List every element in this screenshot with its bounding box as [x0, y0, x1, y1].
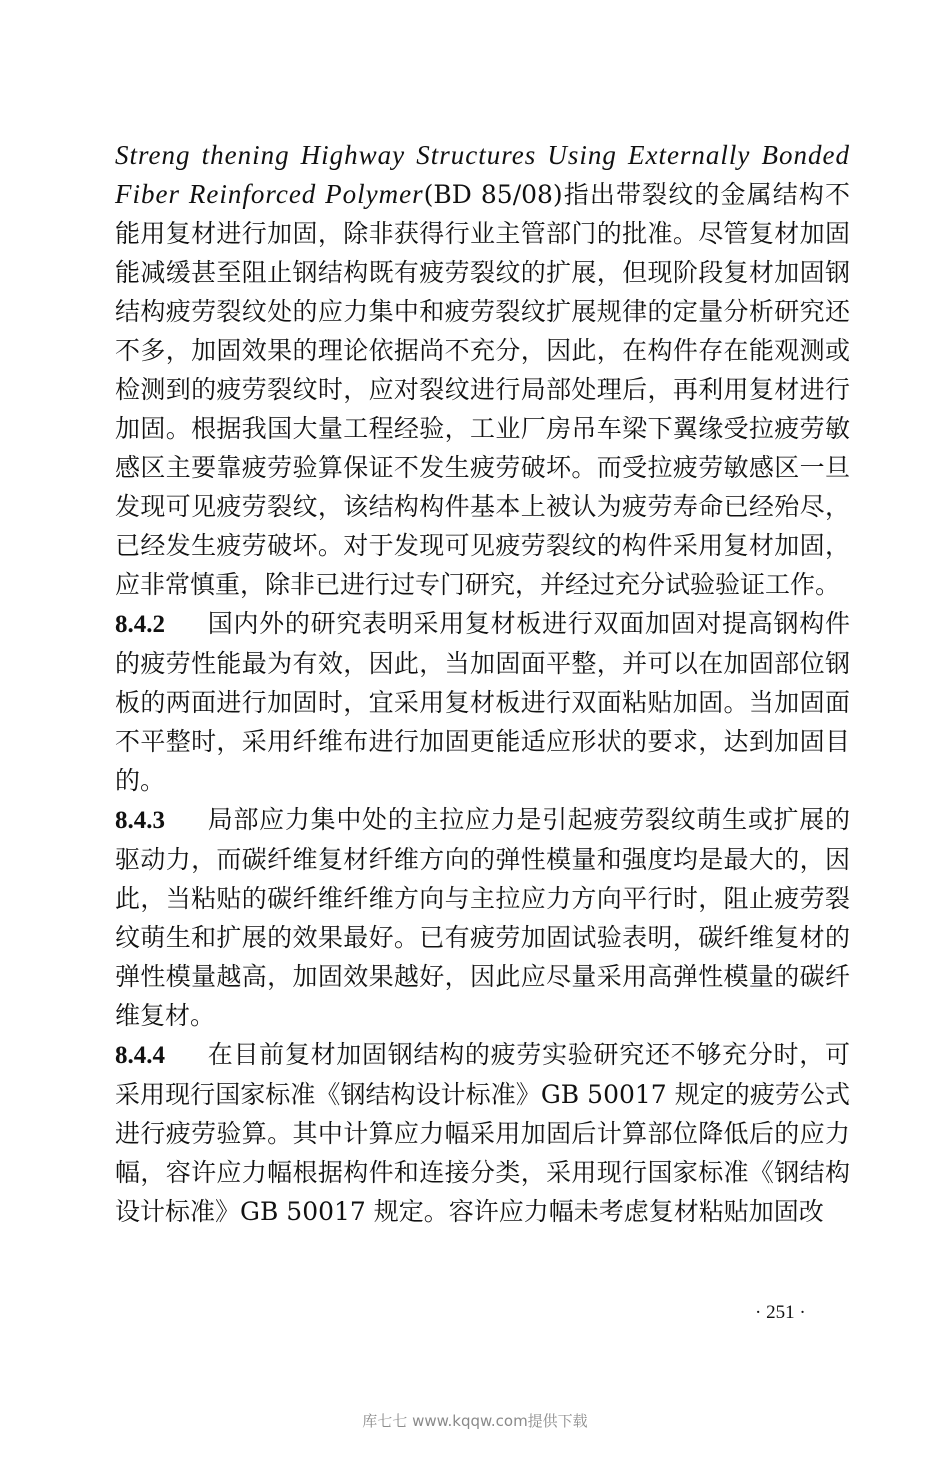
section-8-4-2 — [115, 604, 850, 800]
watermark-text: 库七七 www.kqqw.com提供下载 — [362, 1412, 588, 1430]
intro-paragraph-text: (BD 85/08)指出带裂纹的金属结构不能用复材进行加固，除非获得行业主管部门的批准。尽管复材加固能减缓甚至阻止钢结构既有疲劳裂纹的扩展，但现阶段复材加固钢结构疲劳裂纹处的应力集中和疲劳裂纹扩展规律的定量分析研究还不多，加固效果的理论依据尚不充分，因此，在构件存在能观测或检测到的疲劳裂纹时，应对裂纹进行局部处理后，再利用复材进行加固。根据我国大量工程经验，工业厂房吊车梁下翼缘受拉疲劳敏感区主要靠疲劳验算保证不发生疲劳破坏。而受拉疲劳敏感区一旦发现可见疲劳裂纹，该结构构件基本上被认为疲劳寿命已经殆尽，已经发生疲劳破坏。对于发现可见疲劳裂纹的构件采用复材加固，应非常慎重，除非已进行过专门研究，并经过充分试验验证工作。 — [115, 180, 851, 599]
body-text — [115, 136, 850, 1231]
section-number: 8.4.4 — [115, 1042, 165, 1069]
page-number: · 251 · — [755, 1302, 806, 1323]
section-text: 在目前复材加固钢结构的疲劳实验研究还不够充分时，可采用现行国家标准《钢结构设计标准》GB 50017 规定的疲劳公式进行疲劳验算。其中计算应力幅采用加固后计算部位降低后的应力幅，容许应力幅根据构件和连接分类，采用现行国家标准《钢结构设计标准》GB 50017 规定。容许应力幅未考虑复材粘贴加固改 — [115, 1040, 850, 1226]
section-number: 8.4.2 — [115, 611, 165, 638]
section-text: 国内外的研究表明采用复材板进行双面加固对提高钢构件的疲劳性能最为有效，因此，当加固面平整，并可以在加固部位钢板的两面进行加固时，宜采用复材板进行双面粘贴加固。当加固面不平整时，采用纤维布进行加固更能适应形状的要求，达到加固目的。 — [115, 609, 850, 795]
intro-paragraph — [115, 136, 850, 604]
section-8-4-3 — [115, 800, 850, 1035]
section-8-4-4 — [115, 1035, 850, 1231]
document-title-italic: Streng thening Highway Structures Using Externally Bonded Fiber Reinforced Polymer — [115, 140, 850, 209]
section-text: 局部应力集中处的主拉应力是引起疲劳裂纹萌生或扩展的驱动力，而碳纤维复材纤维方向的弹性模量和强度均是最大的，因此，当粘贴的碳纤维纤维方向与主拉应力方向平行时，阻止疲劳裂纹萌生和扩展的效果最好。已有疲劳加固试验表明，碳纤维复材的弹性模量越高，加固效果越好，因此应尽量采用高弹性模量的碳纤维复材。 — [115, 805, 850, 1030]
section-number: 8.4.3 — [115, 807, 165, 834]
